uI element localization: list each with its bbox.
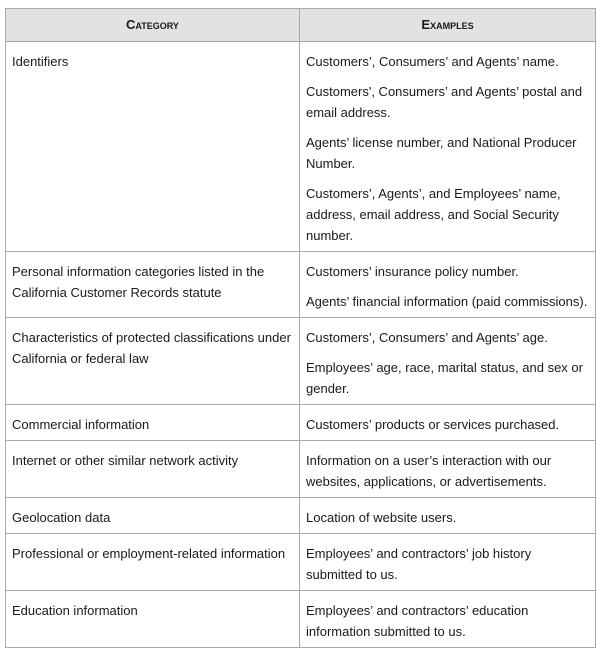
examples-cell (300, 405, 596, 441)
example-text: Employees’ age, race, marital status, and sex or gender. (306, 360, 583, 396)
table-body (6, 42, 596, 648)
examples-cell (300, 591, 596, 648)
table-header-row (6, 9, 596, 42)
category-text: Identifiers (12, 54, 69, 69)
category-column-header: Category (6, 9, 300, 42)
table-row (6, 252, 596, 318)
examples-cell (300, 498, 596, 534)
category-cell (6, 441, 300, 498)
example-text: Information on a user’s interaction with our websites, applications, or advertisements. (306, 453, 552, 489)
category-text: Geolocation data (12, 510, 111, 525)
category-cell (6, 534, 300, 591)
example-text: Customers’ insurance policy number. (306, 264, 519, 279)
examples-cell (300, 441, 596, 498)
category-cell (6, 42, 300, 252)
category-cell (6, 498, 300, 534)
example-text: Customers’ products or services purchased. (306, 417, 560, 432)
example-text: Location of website users. (306, 510, 457, 525)
category-cell (6, 318, 300, 405)
example-text: Employees’ and contractors’ education information submitted to us. (306, 603, 529, 639)
example-text: Agents’ financial information (paid commissions). (306, 294, 588, 309)
category-cell (6, 405, 300, 441)
category-text: Personal information categories listed in the California Customer Records statute (12, 264, 265, 300)
example-text: Employees’ and contractors’ job history submitted to us. (306, 546, 532, 582)
category-text: Professional or employment-related information (12, 546, 286, 561)
category-text: Internet or other similar network activity (12, 453, 239, 468)
category-cell (6, 252, 300, 318)
categories-table (5, 8, 596, 648)
example-text: Customers’, Agents’, and Employees’ name, address, email address, and Social Security number. (306, 186, 561, 243)
category-text: Characteristics of protected classifications under California or federal law (12, 330, 291, 366)
examples-cell (300, 534, 596, 591)
example-text: Agents’ license number, and National Producer Number. (306, 135, 577, 171)
category-text: Commercial information (12, 417, 150, 432)
table-row (6, 534, 596, 591)
category-cell (6, 591, 300, 648)
table-row (6, 498, 596, 534)
table-row (6, 42, 596, 252)
table-row (6, 441, 596, 498)
table-row (6, 591, 596, 648)
category-text: Education information (12, 603, 138, 618)
examples-cell (300, 42, 596, 252)
table-row (6, 405, 596, 441)
examples-cell (300, 318, 596, 405)
example-text: Customers’, Consumers’ and Agents’ name. (306, 54, 559, 69)
examples-cell (300, 252, 596, 318)
example-text: Customers’, Consumers’ and Agents’ age. (306, 330, 548, 345)
example-text: Customers', Consumers’ and Agents’ postal and email address. (306, 84, 583, 120)
table-row (6, 318, 596, 405)
examples-column-header: Examples (300, 9, 596, 42)
